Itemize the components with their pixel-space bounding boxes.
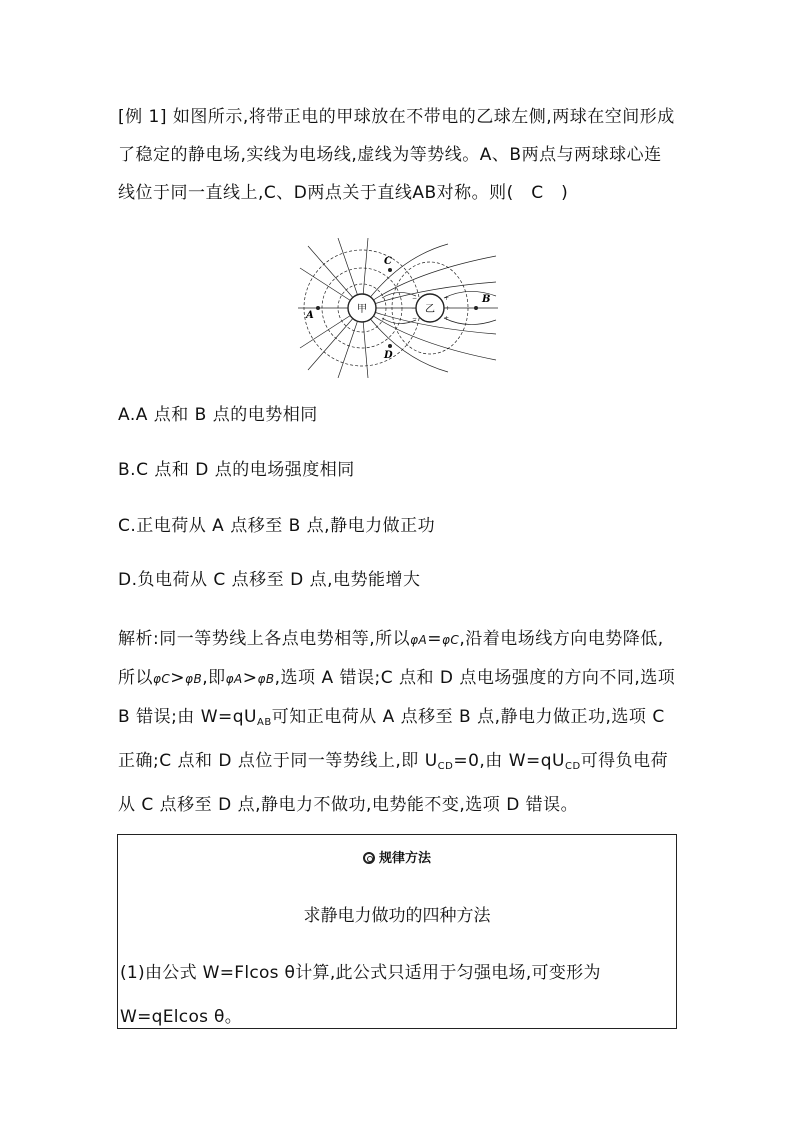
method-box-title: 求静电力做功的四种方法 (303, 906, 491, 926)
point-a-dot (316, 306, 320, 310)
spiral-icon (363, 852, 375, 864)
electric-field-figure (298, 238, 498, 378)
question-text: [例 1] 如图所示,将带正电的甲球放在不带电的乙球左侧,两球在空间形成了稳定的静电场,实线为电场线,虚线为等势线。A、B两点与两球球心连线位于同一直线上,C、D两点关于直线AB对称。则( C ) (118, 107, 675, 203)
svg-text:−: − (412, 315, 418, 322)
svg-text:+: + (444, 315, 450, 322)
point-c-label: C (384, 256, 392, 267)
phi-a: φA (410, 633, 428, 647)
method-box-body: (1)由公式 W=Flcos θ计算,此公式只适用于匀强电场,可变形为W=qElcos θ。 (120, 963, 601, 1027)
analysis-text: 解析:同一等势线上各点电势相等,所以φA=φC,沿着电场线方向电势降低,所以φC>φB,即φA>φB,选项 A 错误;C 点和 D 点电场强度的方向不同,选项 B 错误;由 $W=qU_{AB}$可知正电荷从 A 点移至 B 点,静电力做正功,选项 C 正确;C 点和 D 点位于同一等势线上,即 $U_{CD}=0$,由 $W=qU_{CD}$可得负电荷从 C 点移至 D 点,静电力不做功,电势能不变,选项 D 错误。 (118, 629, 676, 815)
ball-yi-label: 乙 (425, 304, 435, 315)
ball-jia-label: 甲 (357, 304, 367, 315)
method-box (117, 834, 677, 1029)
option-d: D.负电荷从 C 点移至 D 点,电势能增大 (118, 570, 421, 590)
phi-c: φC (442, 633, 460, 647)
point-d-label: D (384, 350, 393, 361)
point-b-label: B (482, 294, 491, 305)
option-b: B.C 点和 D 点的电场强度相同 (118, 460, 355, 480)
option-c: C.正电荷从 A 点移至 B 点,静电力做正功 (118, 516, 436, 536)
svg-text:−: − (411, 305, 417, 312)
point-a-label: A (306, 310, 314, 321)
point-b-dot (474, 306, 478, 310)
svg-text:+: + (445, 305, 451, 312)
option-a: A.A 点和 B 点的电势相同 (118, 405, 318, 425)
svg-text:−: − (412, 295, 418, 302)
point-d-dot (388, 344, 392, 348)
point-c-dot (388, 268, 392, 272)
svg-text:+: + (444, 295, 450, 302)
method-box-header: 规律方法 (118, 847, 676, 866)
